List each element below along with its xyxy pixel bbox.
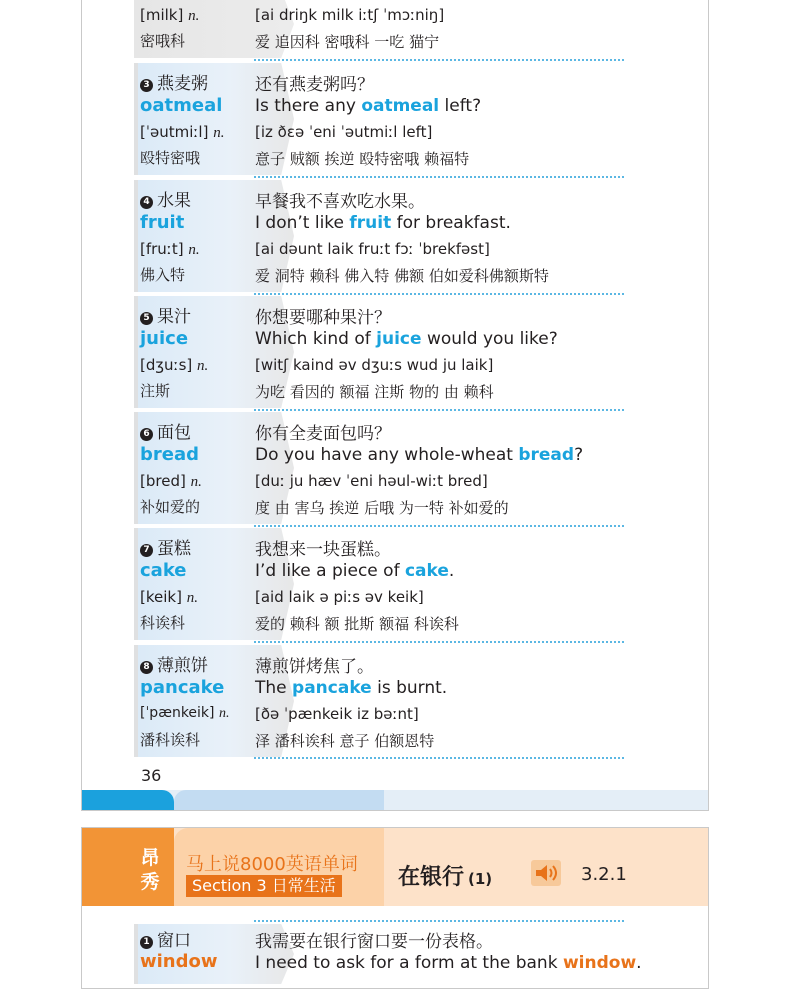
divider xyxy=(254,176,624,178)
word-entry-cake xyxy=(82,528,708,640)
word-homophone: 佛入特 xyxy=(140,266,186,284)
divider xyxy=(254,920,624,922)
word-phonetic: [ˈəutmiːl] n. xyxy=(140,123,225,141)
lesson-title: 在银行 (1) xyxy=(398,865,493,890)
section-header xyxy=(82,828,708,906)
sentence-english: Do you have any whole-wheat bread? xyxy=(255,445,584,465)
section-label: Section 3 日常生活 xyxy=(186,875,342,897)
word-homophone: 科诶科 xyxy=(140,614,186,632)
word-chinese: 7 蛋糕 xyxy=(140,534,191,559)
word-entry-milk xyxy=(82,0,708,60)
word-chinese: 3 燕麦粥 xyxy=(140,69,208,94)
word-homophone: 密哦科 xyxy=(140,32,186,50)
sentence-homophone: 爱 洞特 赖科 佛入特 佛额 伯如爱科佛额斯特 xyxy=(255,267,549,285)
divider xyxy=(254,293,624,295)
word-phonetic: [fruːt] n. xyxy=(140,240,200,258)
sentence-homophone: 为吃 看因的 额福 注斯 物的 由 赖科 xyxy=(255,383,494,401)
word-entry-juice xyxy=(82,296,708,408)
word-phonetic: [keik] n. xyxy=(140,588,198,606)
sentence-phonetic: [aid laik ə piːs əv keik] xyxy=(255,588,424,606)
word-homophone: 殴特密哦 xyxy=(140,149,201,167)
sentence-chinese: 还有燕麦粥吗？ xyxy=(255,75,374,95)
sentence-chinese: 我需要在银行窗口要一份表格。 xyxy=(255,932,493,952)
word-english: oatmeal xyxy=(140,95,223,116)
word-english: cake xyxy=(140,560,187,581)
sentence-homophone: 爱 追因科 密哦科 一吃 猫宁 xyxy=(255,33,440,51)
sentence-phonetic: [witʃ kaind əv dʒuːs wud ju laik] xyxy=(255,356,494,374)
word-chinese: 4 水果 xyxy=(140,186,191,211)
sentence-phonetic: [ðə ˈpænkeik iz bəːnt] xyxy=(255,705,419,723)
sentence-chinese: 你想要哪种果汁？ xyxy=(255,308,391,328)
word-chinese: 1 窗口 xyxy=(140,926,191,951)
word-chinese: 6 面包 xyxy=(140,418,191,443)
audio-track-number: 3.2.1 xyxy=(581,864,627,885)
word-english: fruit xyxy=(140,212,185,233)
sentence-homophone: 爱的 赖科 额 批斯 额福 科诶科 xyxy=(255,615,459,633)
book-title: 马上说8000英语单词 xyxy=(186,854,358,875)
word-phonetic: [bred] n. xyxy=(140,472,202,490)
word-homophone: 潘科诶科 xyxy=(140,731,201,749)
sentence-phonetic: [iz ðɛə ˈeni ˈəutmiːl left] xyxy=(255,123,433,141)
sentence-phonetic: [duː ju hæv ˈeni həul-wiːt bred] xyxy=(255,472,488,490)
page-number: 36 xyxy=(141,766,162,785)
sentence-english: I need to ask for a form at the bank window. xyxy=(255,953,642,973)
word-entry-fruit xyxy=(82,180,708,292)
sentence-chinese: 薄煎饼烤焦了。 xyxy=(255,657,374,677)
sentence-english: I don’t like fruit for breakfast. xyxy=(255,213,511,233)
page-footer-bar xyxy=(82,790,708,810)
sentence-homophone: 度 由 害乌 挨逆 后哦 为一特 补如爱的 xyxy=(255,499,509,517)
word-phonetic: [dʒuːs] n. xyxy=(140,356,209,374)
sentence-phonetic: [ai dəunt laik fruːt fɔː ˈbrekfəst] xyxy=(255,240,490,258)
divider xyxy=(254,409,624,411)
sentence-chinese: 早餐我不喜欢吃水果。 xyxy=(255,192,425,212)
sentence-chinese: 你有全麦面包吗？ xyxy=(255,424,391,444)
divider xyxy=(254,757,624,759)
sentence-homophone: 泽 潘科诶科 意子 伯额恩特 xyxy=(255,732,435,750)
word-entry-pancake xyxy=(82,645,708,757)
word-entry-window xyxy=(82,924,708,984)
word-english: window xyxy=(140,951,218,972)
word-entry-oatmeal xyxy=(82,63,708,175)
divider xyxy=(254,641,624,643)
book-page-36 xyxy=(81,0,709,811)
sentence-chinese: 我想来一块蛋糕。 xyxy=(255,540,391,560)
book-page-next xyxy=(81,827,709,989)
sentence-homophone: 意子 贼额 挨逆 殴特密哦 赖福特 xyxy=(255,150,470,168)
word-phonetic: [milk] n. xyxy=(140,6,200,24)
word-phonetic: [ˈpænkeik] n. xyxy=(140,705,230,721)
word-english: juice xyxy=(140,328,189,349)
word-chinese: 8 薄煎饼 xyxy=(140,651,208,676)
speaker-icon[interactable] xyxy=(530,859,562,887)
divider xyxy=(254,525,624,527)
word-chinese: 5 果汁 xyxy=(140,302,191,327)
word-homophone: 注斯 xyxy=(140,382,171,400)
divider xyxy=(254,59,624,61)
word-entry-bread xyxy=(82,412,708,524)
sentence-english: Is there any oatmeal left? xyxy=(255,96,482,116)
word-english: pancake xyxy=(140,677,225,698)
sentence-english: The pancake is burnt. xyxy=(255,678,448,698)
sentence-english: Which kind of juice would you like? xyxy=(255,329,558,349)
sentence-phonetic: [ai driŋk milk iːtʃ ˈmɔːniŋ] xyxy=(255,6,445,24)
word-homophone: 补如爱的 xyxy=(140,498,201,516)
brand-logo: 昂秀 xyxy=(140,847,160,893)
sentence-english: I’d like a piece of cake. xyxy=(255,561,455,581)
word-english: bread xyxy=(140,444,200,465)
